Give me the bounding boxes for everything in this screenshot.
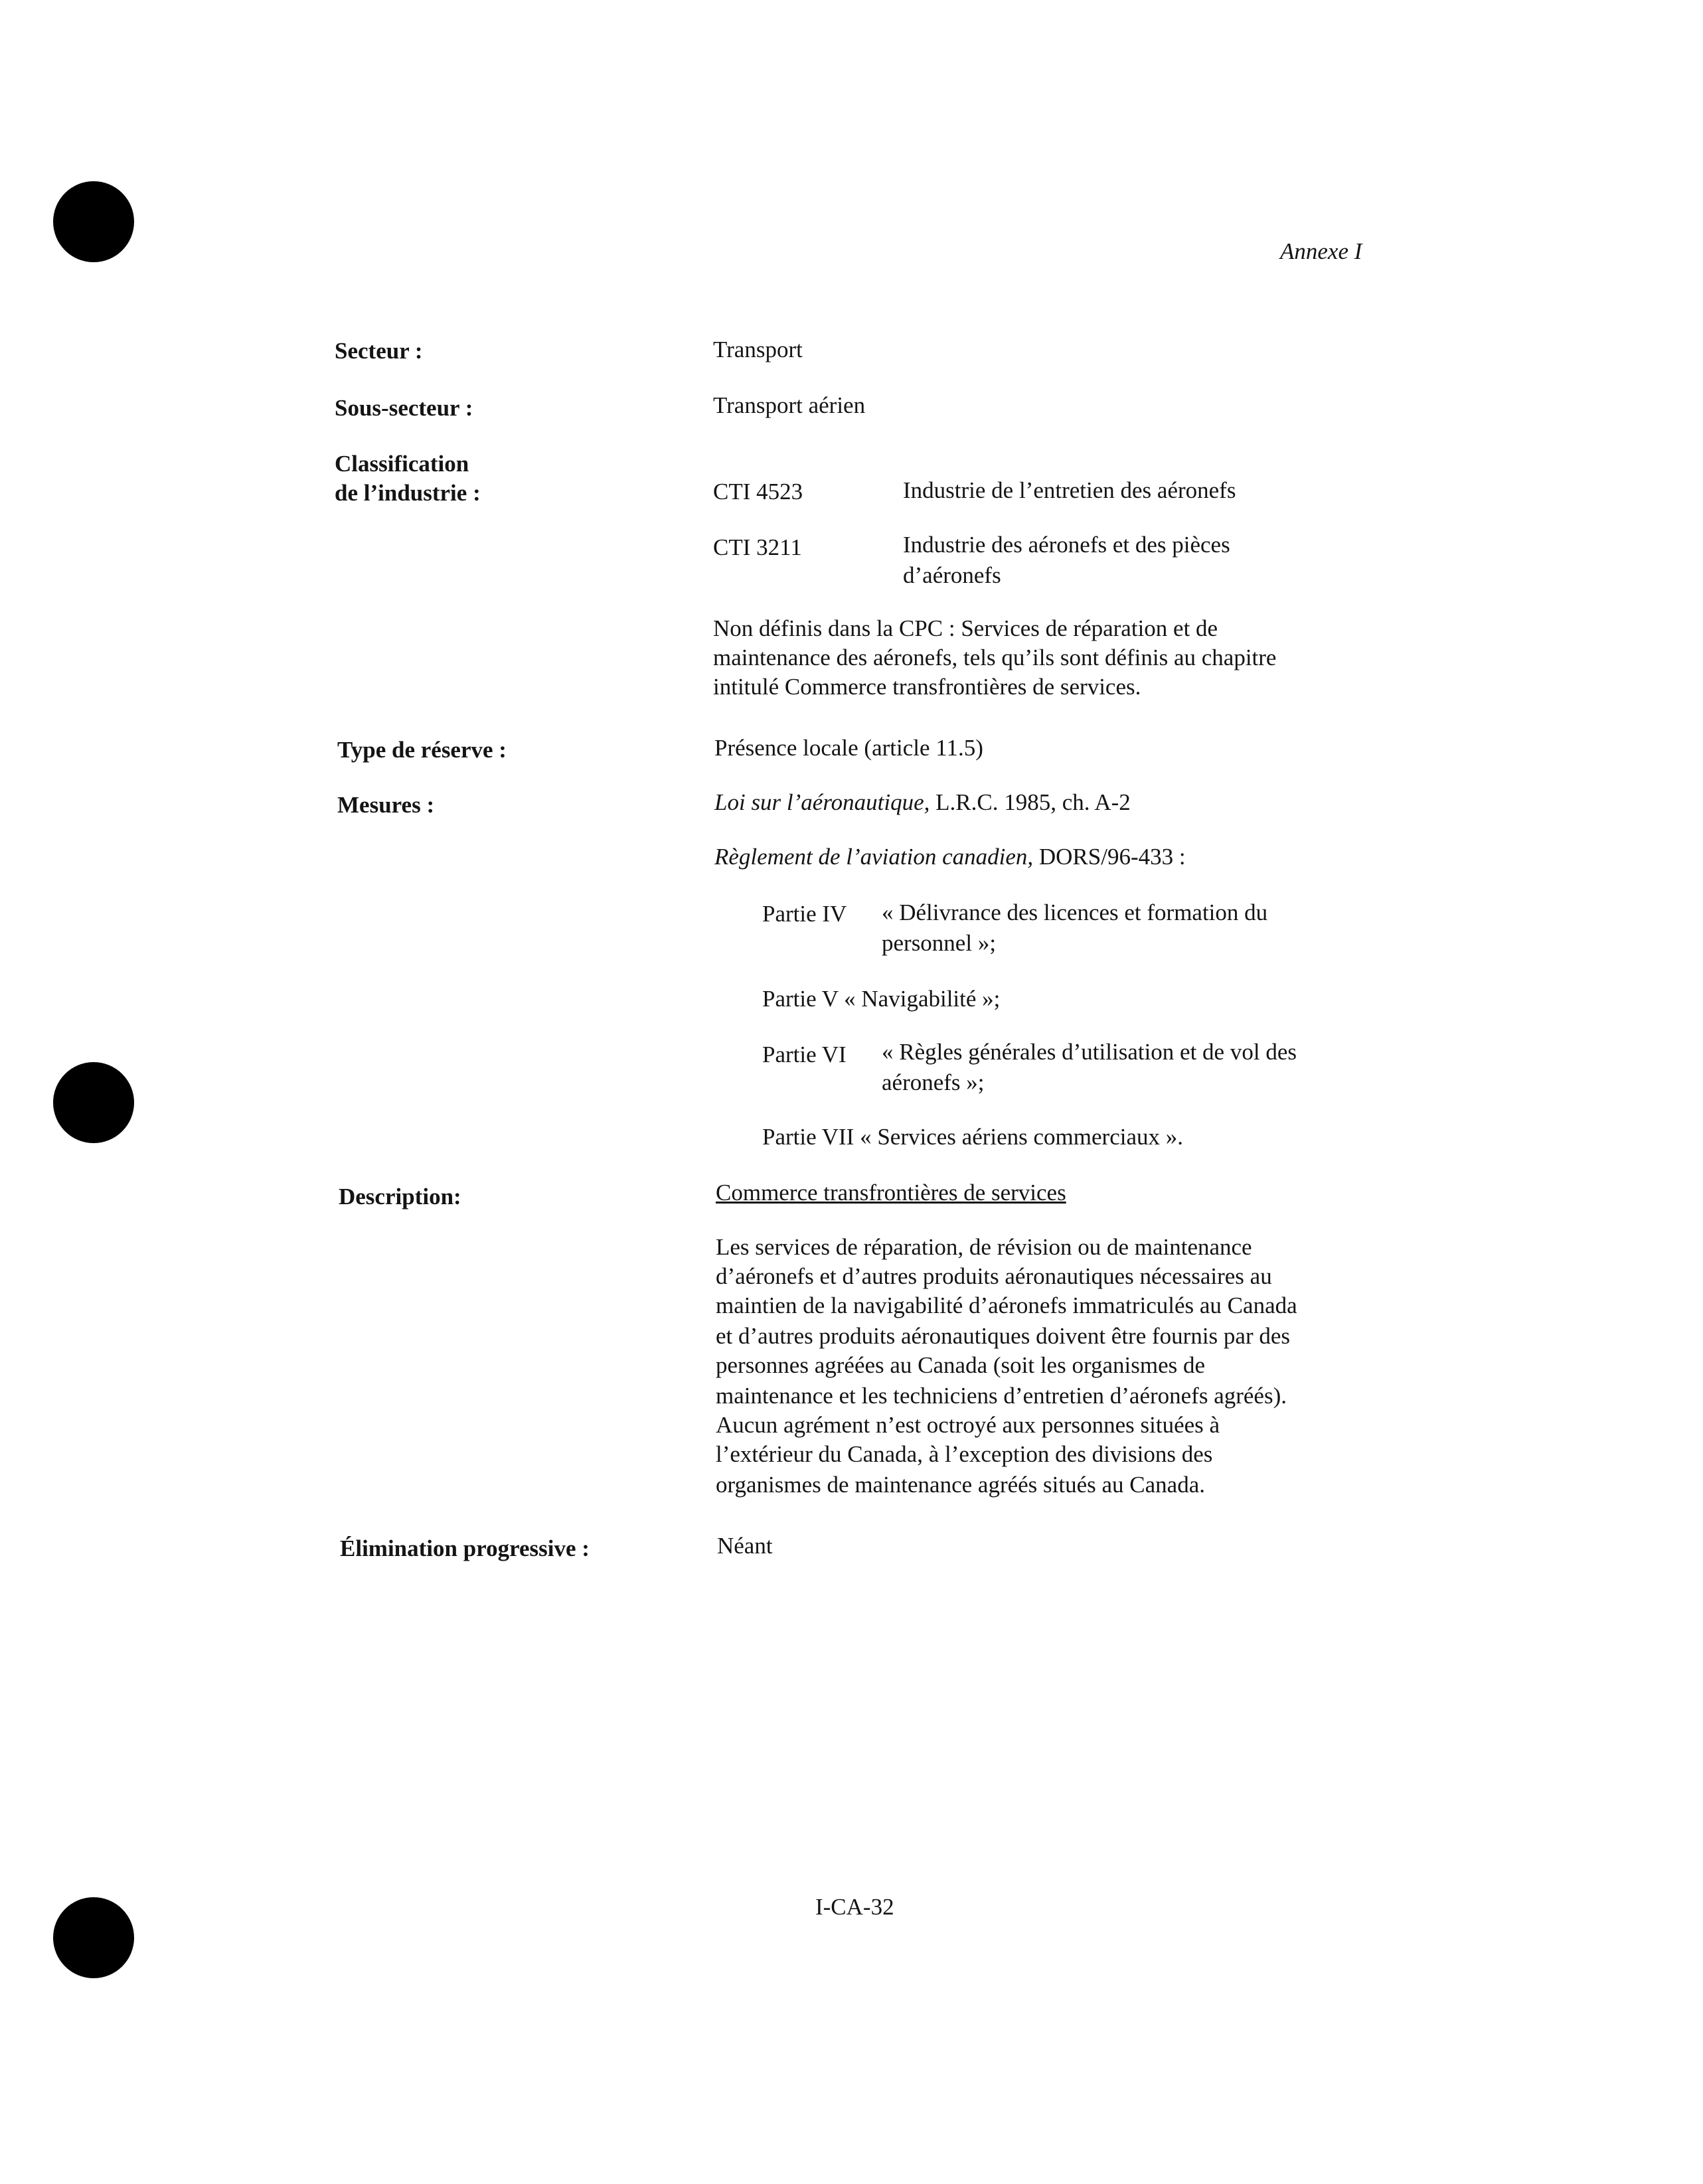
partie-vi-text-line2: aéronefs »; — [882, 1069, 985, 1095]
label-description: Description: — [339, 1184, 461, 1209]
label-sous-secteur: Sous-secteur : — [335, 395, 473, 421]
mesure-reglement — [714, 842, 1186, 873]
description-line-5: personnes agréées au Canada (soit les organismes de — [716, 1352, 1206, 1378]
partie-v — [762, 984, 1000, 1015]
description-line-1: Les services de réparation, de révision ou de maintenance — [716, 1234, 1252, 1260]
page-number: I-CA-32 — [815, 1894, 894, 1920]
label-classification-line1: Classification — [335, 451, 469, 477]
annex-header: Annexe I — [1280, 238, 1362, 264]
loi-reference: L.R.C. 1985, ch. A-2 — [930, 789, 1131, 815]
cpc-note-line3: intitulé Commerce transfrontières de services. — [713, 674, 1141, 700]
description-line-7: Aucun agrément n’est octroyé aux personnes situées à — [716, 1412, 1220, 1438]
label-classification-line2: de l’industrie : — [335, 480, 481, 506]
cti-code-2: CTI 3211 — [713, 534, 802, 560]
description-line-4: et d’autres produits aéronautiques doivent être fournis par des — [716, 1323, 1291, 1349]
cti-code-1: CTI 4523 — [713, 479, 803, 505]
partie-v-text: « Navigabilité »; — [844, 986, 1001, 1012]
partie-vii — [762, 1122, 1183, 1153]
description-line-3: maintien de la navigabilité d’aéronefs immatriculés au Canada — [716, 1292, 1297, 1318]
binder-hole-middle — [53, 1062, 134, 1143]
cpc-note-line2: maintenance des aéronefs, tels qu’ils sont définis au chapitre — [713, 645, 1277, 670]
partie-vi-label: Partie VI — [762, 1042, 847, 1067]
cti-desc-1: Industrie de l’entretien des aéronefs — [903, 477, 1236, 503]
binder-hole-bottom — [53, 1897, 134, 1978]
partie-iv-text-line2: personnel »; — [882, 930, 997, 956]
reglement-reference: DORS/96-433 : — [1033, 844, 1186, 870]
value-sous-secteur: Transport aérien — [713, 392, 866, 418]
cti-desc-2-line1: Industrie des aéronefs et des pièces — [903, 532, 1230, 558]
description-line-9: organismes de maintenance agréés situés au Canada. — [716, 1472, 1205, 1498]
value-secteur: Transport — [713, 337, 803, 362]
partie-vii-text: « Services aériens commerciaux ». — [860, 1124, 1183, 1150]
partie-iv-text-line1: « Délivrance des licences et formation du — [882, 899, 1268, 925]
binder-hole-top — [53, 181, 134, 262]
reglement-title: Règlement de l’aviation canadien, — [714, 844, 1034, 870]
partie-iv-label: Partie IV — [762, 901, 847, 927]
label-elimination: Élimination progressive : — [340, 1535, 590, 1561]
description-line-2: d’aéronefs et d’autres produits aéronautiques nécessaires au — [716, 1263, 1272, 1289]
partie-vii-label: Partie VII — [762, 1124, 854, 1150]
description-line-6: maintenance et les techniciens d’entretien d’aéronefs agréés). — [716, 1383, 1287, 1409]
value-elimination: Néant — [717, 1533, 773, 1559]
description-line-8: l’extérieur du Canada, à l’exception des divisions des — [716, 1441, 1213, 1467]
label-secteur: Secteur : — [335, 338, 423, 364]
partie-v-label: Partie V — [762, 986, 839, 1012]
cti-desc-2-line2: d’aéronefs — [903, 562, 1001, 588]
mesure-loi — [714, 787, 1131, 819]
loi-title: Loi sur l’aéronautique, — [714, 789, 930, 815]
label-mesures: Mesures : — [337, 792, 435, 818]
partie-vi-text-line1: « Règles générales d’utilisation et de vol des — [882, 1039, 1297, 1065]
value-type-reserve: Présence locale (article 11.5) — [714, 735, 983, 761]
description-heading: Commerce transfrontières de services — [716, 1180, 1066, 1206]
cpc-note-line1: Non définis dans la CPC : Services de réparation et de — [713, 615, 1218, 641]
label-type-reserve: Type de réserve : — [337, 737, 507, 763]
